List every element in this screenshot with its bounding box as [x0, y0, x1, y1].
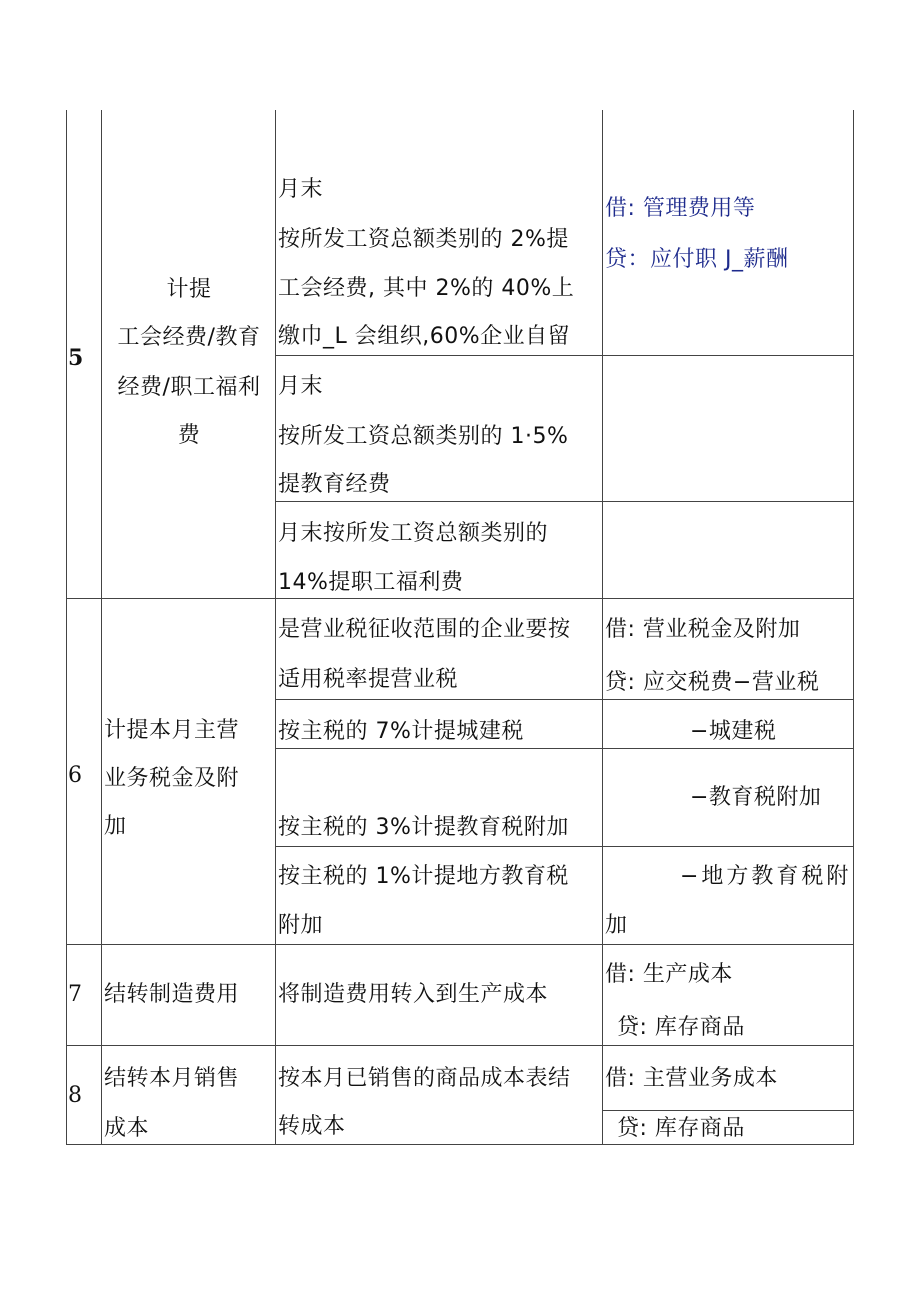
row6-sub3-desc: 按主税的 3%计提教育税附加 [278, 815, 569, 840]
desc-line: 按本月已销售的商品成本表结 [278, 1066, 571, 1091]
credit-line: 贷: 库存商品 [617, 1015, 745, 1040]
desc-line: 月末按所发工资总额类别的 [278, 521, 549, 546]
desc-line: 14%提职工福利费 [278, 570, 464, 595]
row7-number: 7 [68, 982, 83, 1007]
row5-item-line: 计提 [166, 277, 212, 302]
border-right [853, 110, 854, 1145]
row6-item-line: 计提本月主营 [104, 718, 240, 743]
row6-sub2-entry: −城建税 [690, 719, 777, 744]
desc-line: 月末 [278, 177, 324, 202]
desc-line: 按所发工资总额类别的 2%提 [278, 227, 569, 252]
row6-number: 6 [68, 763, 83, 788]
desc-line: 按所发工资总额类别的 1·5% [278, 424, 569, 449]
desc-line: 转成本 [278, 1114, 346, 1139]
credit-line: 贷：应付职 J_薪酬 [605, 247, 789, 272]
row6-item-line: 业务税金及附 [104, 766, 240, 791]
row7-item: 结转制造费用 [104, 982, 240, 1007]
line-row7-top [66, 944, 854, 945]
desc-line: 缴巾_L 会组织,60%企业自留 [278, 324, 571, 349]
desc-line: 工会经费, 其中 2%的 40%上 [278, 276, 575, 301]
desc-line: 适用税率提营业税 [278, 667, 459, 692]
row6-item-line: 加 [104, 814, 127, 839]
desc-line: 按主税的 1%计提地方教育税 [278, 864, 569, 889]
row8-item-line: 结转本月销售 [104, 1066, 240, 1091]
row6-sub3-entry: −教育税附加 [690, 785, 822, 810]
row5-number: 5 [68, 345, 84, 371]
desc-line: 提教育经费 [278, 472, 391, 497]
debit-line: 借: 管理费用等 [605, 196, 756, 221]
desc-line: 是营业税征收范围的企业要按 [278, 617, 571, 642]
entry-line: −地方教育税附 [680, 864, 852, 889]
row7-desc: 将制造费用转入到生产成本 [278, 982, 549, 1007]
desc-line: 月末 [278, 374, 324, 399]
debit-line: 借: 主营业务成本 [605, 1066, 778, 1091]
entry-line: 加 [605, 913, 628, 938]
credit-line: 贷: 库存商品 [617, 1116, 745, 1141]
row8-number: 8 [68, 1083, 83, 1108]
credit-line: 贷: 应交税费−营业税 [605, 670, 820, 695]
row8-item-line: 成本 [104, 1116, 150, 1141]
col-divider-3 [602, 110, 603, 1145]
desc-line: 附加 [278, 913, 324, 938]
debit-line: 借: 生产成本 [605, 962, 733, 987]
debit-line: 借: 营业税金及附加 [605, 617, 801, 642]
row5-item-line: 费 [177, 423, 201, 448]
row5-item-line: 经费/职工福利 [117, 375, 261, 400]
row6-sub2-desc: 按主税的 7%计提城建税 [278, 719, 524, 744]
border-left [66, 110, 67, 1145]
row5-item-line: 工会经费/教育 [117, 325, 261, 350]
